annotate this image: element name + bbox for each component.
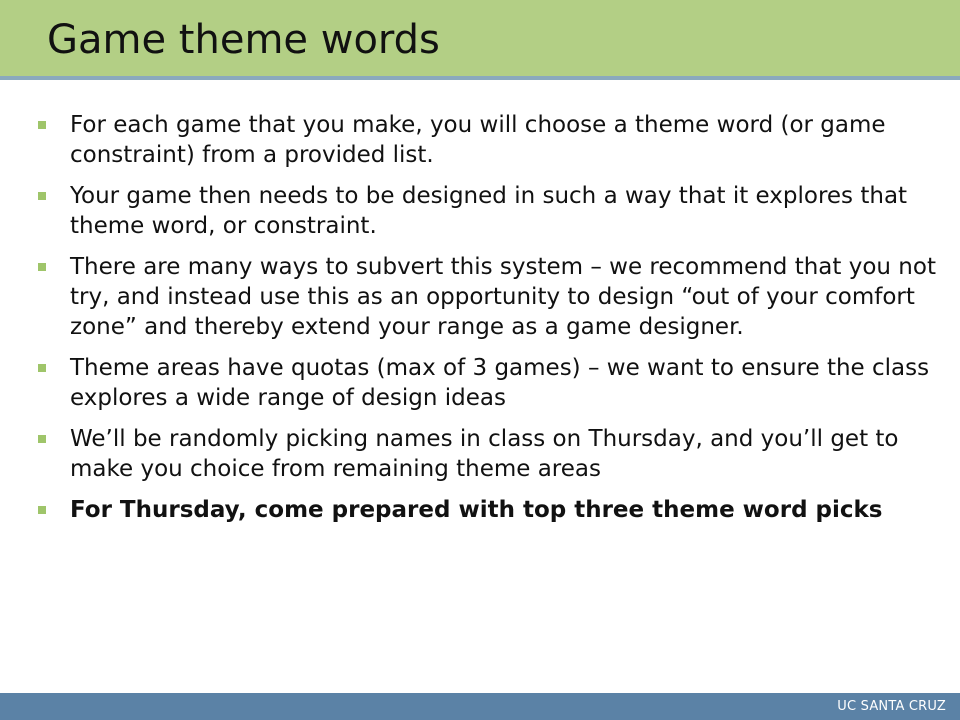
footer-bar <box>0 693 960 720</box>
bullet-item <box>36 252 936 342</box>
bullet-item <box>36 110 936 170</box>
footer-label: UC SANTA CRUZ <box>837 699 946 714</box>
bullet-text: We’ll be randomly picking names in class on Thursday, and you’ll get to make you choice from remaining theme areas <box>70 426 899 482</box>
bullet-text: For each game that you make, you will choose a theme word (or game constraint) from a provided list. <box>70 112 886 168</box>
bullet-item <box>36 353 936 413</box>
title-bar <box>0 0 960 80</box>
bullet-text: Theme areas have quotas (max of 3 games) – we want to ensure the class explores a wide range of design ideas <box>70 355 930 411</box>
square-bullet-icon <box>38 263 46 271</box>
square-bullet-icon <box>38 121 46 129</box>
square-bullet-icon <box>38 364 46 372</box>
square-bullet-icon <box>38 192 46 200</box>
slide-title: Game theme words <box>47 17 440 63</box>
bullet-item-emphasis <box>36 495 936 525</box>
bullet-item <box>36 424 936 484</box>
square-bullet-icon <box>38 506 46 514</box>
square-bullet-icon <box>38 435 46 443</box>
bullet-text: Your game then needs to be designed in such a way that it explores that theme word, or constraint. <box>70 183 908 239</box>
bullet-text: For Thursday, come prepared with top three theme word picks <box>70 497 883 523</box>
bullet-text: There are many ways to subvert this system – we recommend that you not try, and instead use this as an opportunity to design “out of your comfort zone” and thereby extend your range as a game designer. <box>70 254 936 340</box>
bullet-item <box>36 181 936 241</box>
bullet-list <box>36 110 936 536</box>
